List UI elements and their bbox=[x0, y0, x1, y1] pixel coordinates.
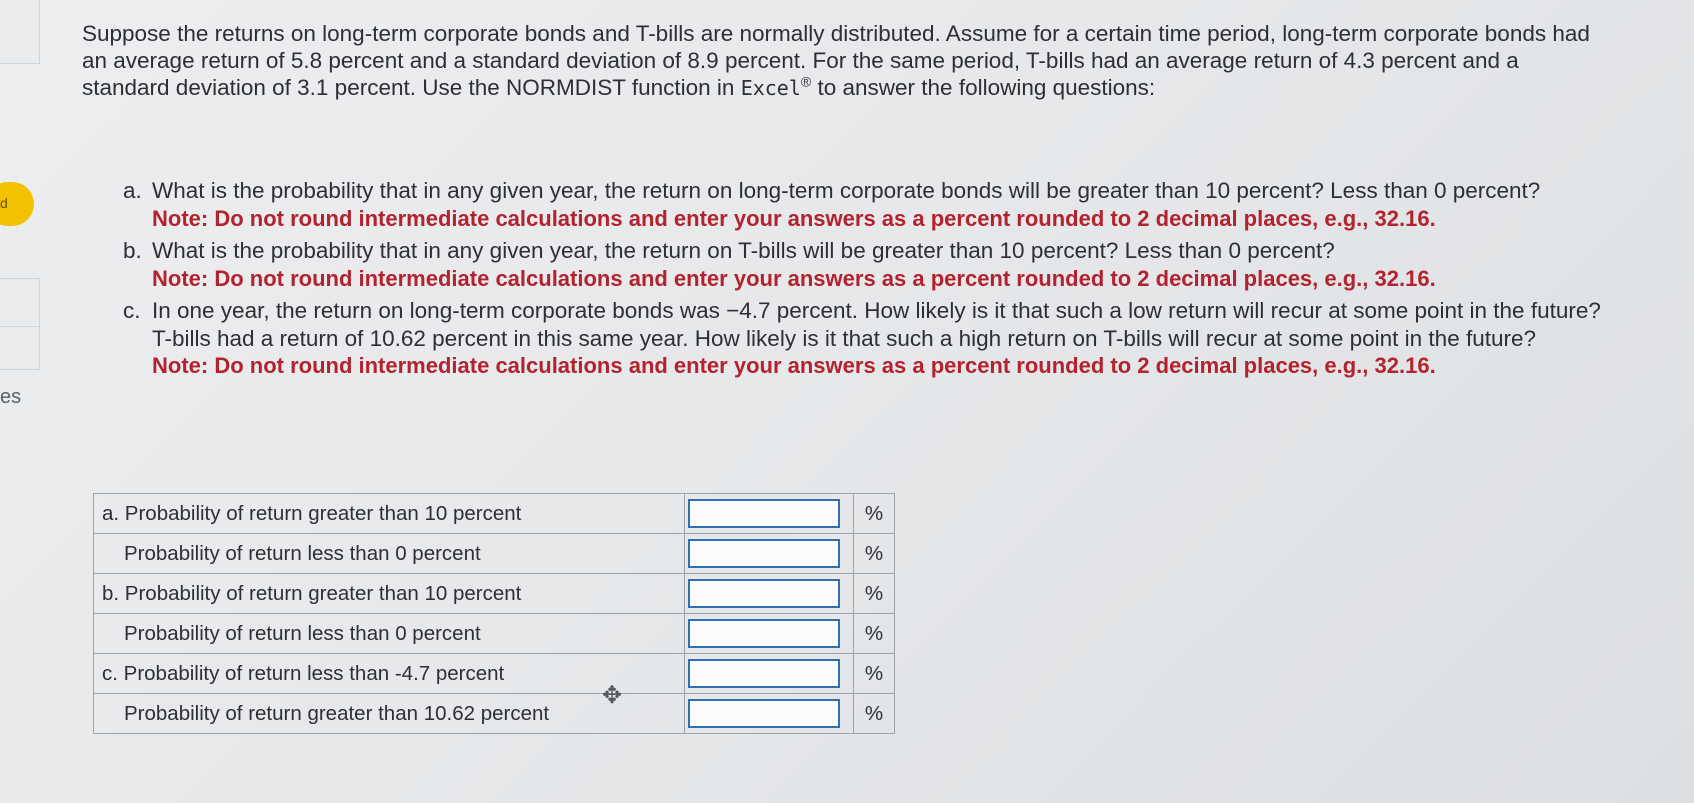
question-note: Note: Do not round intermediate calculations and enter your answers as a percent rounded to 2 decimal places, e.g., 32.16. bbox=[152, 353, 1436, 378]
answer-input-a-greater-10[interactable] bbox=[688, 499, 840, 528]
table-row bbox=[94, 574, 895, 614]
sidebar-box-top bbox=[0, 0, 40, 64]
question-b bbox=[123, 237, 1623, 292]
answer-input-c-greater-10-62[interactable] bbox=[688, 699, 840, 728]
answer-input-b-greater-10[interactable] bbox=[688, 579, 840, 608]
registered-mark: ® bbox=[800, 73, 812, 90]
sidebar-box-lower bbox=[0, 326, 40, 370]
question-letter: a. bbox=[123, 178, 142, 203]
question-text: What is the probability that in any given year, the return on long-term corporate bonds will be greater than 10 percent? Less than 0 percent? bbox=[152, 178, 1541, 203]
row-label: Probability of return less than 0 percent bbox=[94, 534, 685, 574]
excel-name: Excel bbox=[740, 76, 801, 100]
row-label: c. Probability of return less than -4.7 percent bbox=[94, 654, 685, 694]
question-text: In one year, the return on long-term corporate bonds was −4.7 percent. How likely is it that such a low return will recur at some point in the future? T-bills had a return of 10.62 percent in this same year. How likely is it that such a high return on T-bills will recur at some point in the future? bbox=[152, 298, 1601, 351]
move-cursor-icon: ✥ bbox=[602, 682, 623, 709]
answer-input-b-less-0[interactable] bbox=[688, 619, 840, 648]
question-letter: c. bbox=[123, 298, 141, 323]
table-row bbox=[94, 614, 895, 654]
sidebar-box-middle bbox=[0, 278, 40, 328]
row-label: a. Probability of return greater than 10 percent bbox=[94, 494, 685, 534]
table-row bbox=[94, 534, 895, 574]
percent-unit: % bbox=[854, 574, 895, 614]
row-label: Probability of return greater than 10.62 percent bbox=[94, 694, 685, 734]
percent-unit: % bbox=[854, 694, 895, 734]
table-row bbox=[94, 694, 895, 734]
table-row bbox=[94, 654, 895, 694]
answer-table bbox=[93, 493, 895, 734]
percent-unit: % bbox=[854, 534, 895, 574]
sidebar-tab[interactable] bbox=[0, 182, 34, 226]
answer-input-c-less-neg4-7[interactable] bbox=[688, 659, 840, 688]
row-label: Probability of return less than 0 percent bbox=[94, 614, 685, 654]
question-note: Note: Do not round intermediate calculations and enter your answers as a percent rounded to 2 decimal places, e.g., 32.16. bbox=[152, 205, 1436, 231]
percent-unit: % bbox=[854, 614, 895, 654]
intro-text-before: Suppose the returns on long-term corporate bonds and T-bills are normally distributed. Assume for a certain time period, long-term corporate bonds had an average return of 5.8 percent and a standard deviation of 8.9 percent. For the same period, T-bills had an average return of 4.3 percent and a standard deviation of 3.1 percent. Use the NORMDIST function in bbox=[82, 21, 1590, 100]
question-note: Note: Do not round intermediate calculations and enter your answers as a percent rounded to 2 decimal places, e.g., 32.16. bbox=[152, 265, 1436, 291]
table-row bbox=[94, 494, 895, 534]
question-letter: b. bbox=[123, 238, 142, 263]
sidebar-partial-text: es bbox=[0, 386, 22, 408]
question-a bbox=[123, 177, 1623, 232]
question-c bbox=[123, 297, 1623, 380]
percent-unit: % bbox=[854, 654, 895, 694]
sidebar-tab-letter: d bbox=[0, 195, 8, 211]
intro-text-after: to answer the following questions: bbox=[811, 75, 1156, 100]
percent-unit: % bbox=[854, 494, 895, 534]
row-label: b. Probability of return greater than 10 percent bbox=[94, 574, 685, 614]
question-text: What is the probability that in any given year, the return on T-bills will be greater than 10 percent? Less than 0 percent? bbox=[152, 238, 1335, 263]
answer-input-a-less-0[interactable] bbox=[688, 539, 840, 568]
question-list bbox=[123, 177, 1623, 385]
problem-intro bbox=[82, 20, 1602, 102]
